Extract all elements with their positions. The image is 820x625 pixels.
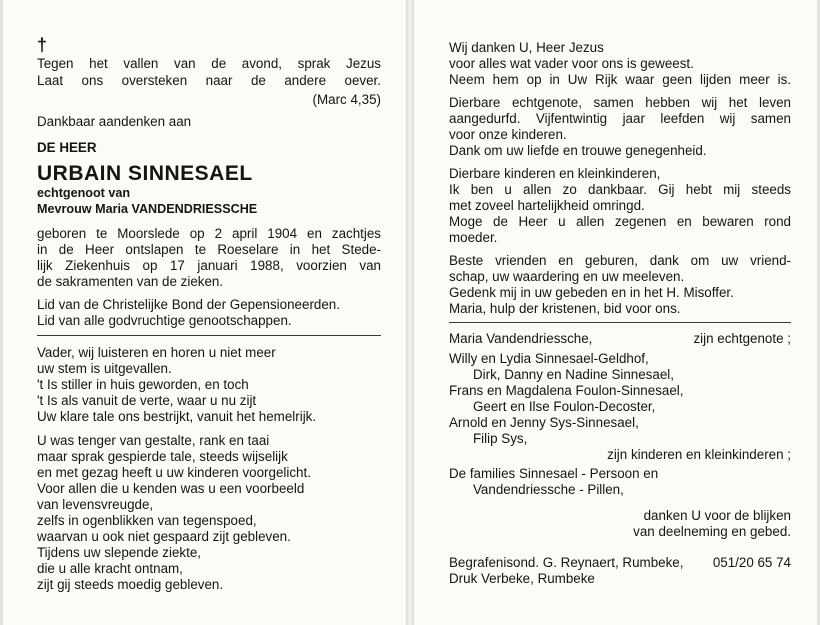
family-member: Willy en Lydia Sinnesael-Geldhof, xyxy=(449,351,649,366)
left-edge-shadow xyxy=(0,0,3,625)
thanks-line: danken U voor de blijken xyxy=(643,508,791,523)
extended-family: Vandendriessche - Pillen, xyxy=(473,482,624,497)
family-member: Geert en Ilse Foulon-Decoster, xyxy=(473,399,656,414)
divider xyxy=(449,322,791,323)
prayer-line: Dank om uw liefde en trouwe genegenheid. xyxy=(449,143,707,158)
family-member: Dirk, Danny en Nadine Sinnesael, xyxy=(473,367,674,382)
prayer-line: Wij danken U, Heer Jezus xyxy=(449,40,604,55)
poem-line: maar sprak gespierde tale, steeds wijselijk xyxy=(37,449,288,464)
bio-line: in de Heer ontslapen te Roeselare in het Stede- xyxy=(37,242,381,257)
prayer-line: moeder. xyxy=(449,230,498,245)
poem-line: die u alle kracht ontnam, xyxy=(37,561,183,576)
prayer-line: voor alles wat vader voor ons is geweest. xyxy=(449,56,694,71)
divider xyxy=(37,335,381,336)
spouse-intro: echtgenoot van xyxy=(37,186,131,200)
prayer-line: Maria, hulp der kristenen, bid voor ons. xyxy=(449,301,681,316)
poem-line: Voor allen die u kenden was u een voorbeeld xyxy=(37,481,305,496)
bio-line: de sakramenten van de zieken. xyxy=(37,274,224,289)
quote-line: Laat ons oversteken naar de andere oever. xyxy=(37,73,381,88)
prayer-line: Dierbare echtgenote, samen hebben wij het leven xyxy=(449,95,791,110)
children-role: zijn kinderen en kleinkinderen ; xyxy=(607,447,791,462)
membership-line: Lid van de Christelijke Bond der Gepensioneerden. xyxy=(37,297,340,312)
widow-name: Maria Vandendriessche, xyxy=(449,331,593,346)
prayer-line: met zoveel hartelijkheid omringd. xyxy=(449,198,645,213)
title-de-heer: DE HEER xyxy=(37,140,97,155)
spouse-name: Mevrouw Maria VANDENDRIESSCHE xyxy=(37,202,258,216)
funeral-home: Begrafenisond. G. Reynaert, Rumbeke, xyxy=(449,555,684,570)
prayer-line: Beste vrienden en geburen, dank om uw vriend- xyxy=(449,253,791,268)
poem-line: zijt gij steeds moedig gebleven. xyxy=(37,577,224,592)
membership-line: Lid van alle godvruchtige genootschappen. xyxy=(37,313,292,328)
extended-family: De families Sinnesael - Persoon en xyxy=(449,466,659,481)
bio-line: geboren te Moorslede op 2 april 1904 en zachtjes xyxy=(37,226,381,241)
widow-role: zijn echtgenote ; xyxy=(693,331,791,346)
printer: Druk Verbeke, Rumbeke xyxy=(449,571,595,586)
poem-line: van levensvreugde, xyxy=(37,497,154,512)
prayer-line: Neem hem op in Uw Rijk waar geen lijden meer is. xyxy=(449,72,791,87)
prayer-line: Moge de Heer u allen zegenen en bewaren rond xyxy=(449,214,791,229)
poem-line: Vader, wij luisteren en horen u niet meer xyxy=(37,345,276,360)
thanks-line: van deelneming en gebed. xyxy=(633,524,791,539)
memorial-intro: Dankbaar aandenken aan xyxy=(37,114,192,129)
deceased-name: URBAIN SINNESAEL xyxy=(37,162,253,185)
prayer-line: schap, uw waardering en uw meeleven. xyxy=(449,269,685,284)
poem-line: waarvan u ook niet gespaard zijt gebleven. xyxy=(37,529,291,544)
quote-line: Tegen het vallen van de avond, sprak Jezus xyxy=(37,56,381,71)
poem-line: en met gezag heeft u uw kinderen voorgelicht. xyxy=(37,465,311,480)
prayer-line: aangedurfd. Vijfentwintig jaar leefden wij samen xyxy=(449,111,791,126)
family-member: Arnold en Jenny Sys-Sinnesael, xyxy=(449,415,639,430)
bio-line: lijk Ziekenhuis op 17 januari 1988, voorzien van xyxy=(37,258,381,273)
poem-line: uw stem is uitgevallen. xyxy=(37,361,172,376)
poem-line: Uw klare tale ons bestrijkt, vanuit het hemelrijk. xyxy=(37,409,317,424)
poem-line: Tijdens uw slepende ziekte, xyxy=(37,545,202,560)
poem-line: zelfs in ogenblikken van tegenspoed, xyxy=(37,513,257,528)
funeral-phone: 051/20 65 74 xyxy=(712,555,791,570)
poem-line: U was tenger van gestalte, rank en taai xyxy=(37,433,270,448)
cross-icon: † xyxy=(37,35,48,55)
prayer-line: Dierbare kinderen en kleinkinderen, xyxy=(449,166,661,181)
prayer-line: voor onze kinderen. xyxy=(449,127,567,142)
page-fold xyxy=(406,0,414,625)
poem-line: 't Is als vanuit de verte, waar u nu zijt xyxy=(37,393,257,408)
prayer-line: Ik ben u allen zo dankbaar. Gij hebt mij steeds xyxy=(449,182,791,197)
quote-reference: (Marc 4,35) xyxy=(312,92,381,107)
family-member: Frans en Magdalena Foulon-Sinnesael, xyxy=(449,383,684,398)
family-member: Filip Sys, xyxy=(473,431,528,446)
prayer-line: Gedenk mij in uw gebeden en in het H. Misoffer. xyxy=(449,285,734,300)
poem-line: 't Is stiller in huis geworden, en toch xyxy=(37,377,249,392)
